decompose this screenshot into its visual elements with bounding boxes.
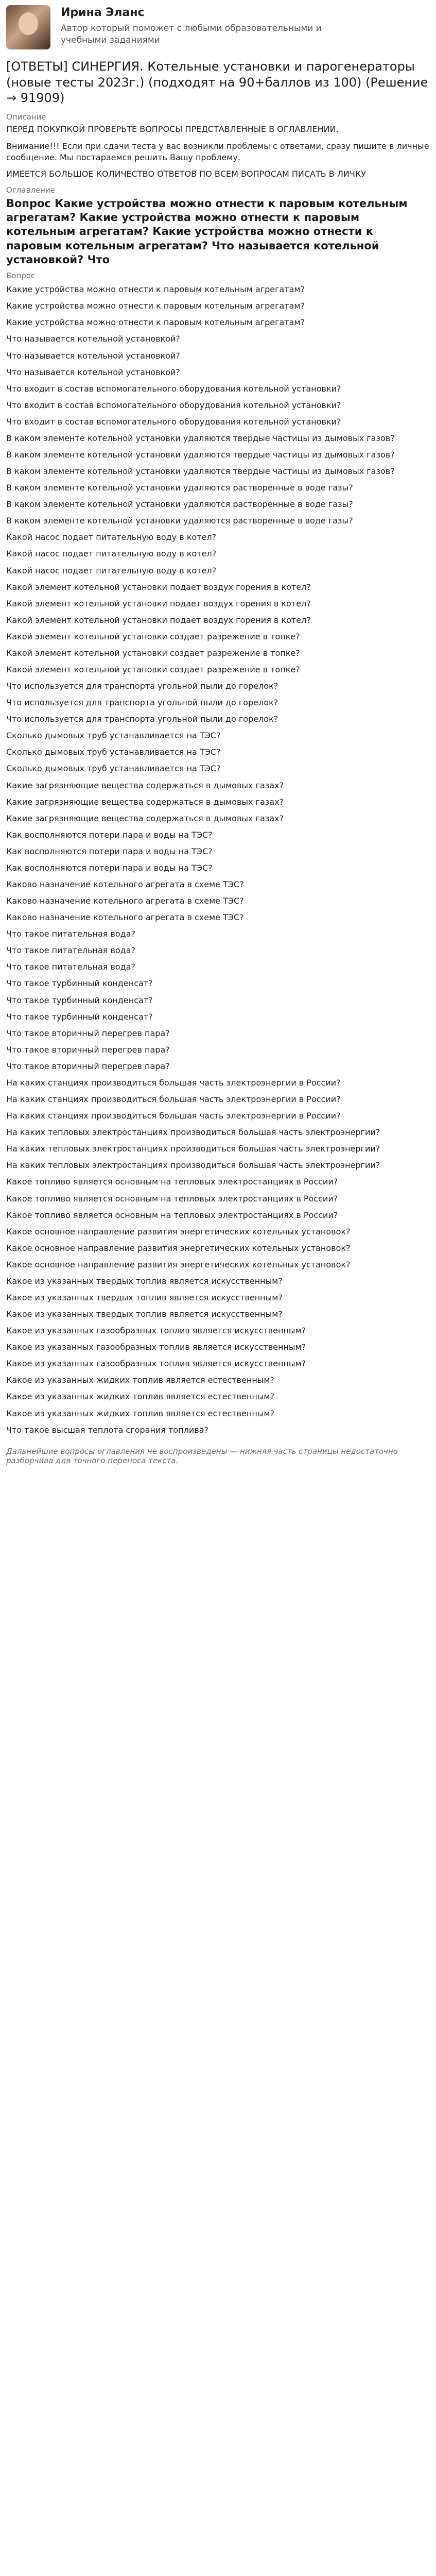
author-avatar[interactable]: [6, 5, 50, 49]
question-item: На каких тепловых электростанциях производиться большая часть электроэнергии?: [6, 1144, 380, 1154]
question-item: На каких тепловых электростанциях производиться большая часть электроэнергии?: [6, 1127, 380, 1138]
question-item: Какое из указанных газообразных топлив является искусственным?: [6, 1326, 306, 1336]
question-item: Что используется для транспорта угольной пыли до горелок?: [6, 681, 278, 691]
question-item: Как восполняются потери пара и воды на ТЭС?: [6, 846, 213, 856]
toc-label: Оглавление: [6, 185, 55, 195]
question-item: Каково назначение котельного агрегата в схеме ТЭС?: [6, 912, 244, 923]
question-item: Какой элемент котельной установки создает разрежение в топке?: [6, 648, 300, 658]
question-item: Какое топливо является основным на тепловых электростанциях в России?: [6, 1210, 338, 1220]
question-item: Что такое вторичный перегрев пара?: [6, 1061, 170, 1071]
question-item: Какое из указанных твердых топлив является искусственным?: [6, 1292, 283, 1302]
question-label: Вопрос: [6, 271, 36, 281]
question-item: Какое топливо является основным на тепловых электростанциях в России?: [6, 1177, 338, 1187]
question-item: Сколько дымовых труб устанавливается на ТЭС?: [6, 764, 221, 774]
document-title: [ОТВЕТЫ] СИНЕРГИЯ. Котельные установки и парогенераторы (новые тесты 2023г.) (подходят на 90+баллов из 100) (Решение → 91909): [6, 59, 428, 106]
toc-main-question: Вопрос Какие устройства можно отнести к паровым котельным агрегатам? Какие устройства можно отнести к паровым котельным агрегатам? Какие устройства можно отнести к паровым котельным агрегатам? Что называется котельной установкой? Что: [6, 197, 408, 266]
question-item: Сколько дымовых труб устанавливается на ТЭС?: [6, 747, 221, 757]
question-item: Что используется для транспорта угольной пыли до горелок?: [6, 698, 278, 708]
question-item: Какие устройства можно отнести к паровым котельным агрегатам?: [6, 284, 305, 295]
question-item: Какое из указанных газообразных топлив является искусственным?: [6, 1342, 306, 1352]
question-item: Что используется для транспорта угольной пыли до горелок?: [6, 714, 278, 724]
question-item: Какое из указанных твердых топлив является искусственным?: [6, 1276, 283, 1286]
truncation-note: Дальнейшие вопросы оглавления не воспроизведены — нижняя часть страницы недостаточно разборчива для точного переноса текста.: [6, 1446, 398, 1465]
question-item: Какой элемент котельной установки подает воздух горения в котел?: [6, 615, 311, 625]
question-list: [6, 282, 430, 1439]
question-item: Какое топливо является основным на тепловых электростанциях в России?: [6, 1193, 338, 1204]
author-info: [61, 5, 349, 46]
question-item: Какое основное направление развития энергетических котельных установок?: [6, 1226, 351, 1236]
question-item: Какой насос подает питательную воду в котел?: [6, 549, 217, 559]
description-label: Описание: [6, 112, 46, 122]
question-item: Какие загрязняющие вещества содержаться в дымовых газах?: [6, 813, 284, 823]
question-item: Что такое питательная вода?: [6, 945, 136, 956]
question-item: Какое из указанных жидких топлив является естественным?: [6, 1375, 274, 1385]
question-item: Какой элемент котельной установки подает воздух горения в котел?: [6, 598, 311, 608]
question-item: Что называется котельной установкой?: [6, 350, 180, 361]
description-line: ПЕРЕД ПОКУПКОЙ ПРОВЕРЬТЕ ВОПРОСЫ ПРЕДСТАВЛЕННЫЕ В ОГЛАВЛЕНИИ.: [6, 124, 339, 134]
question-item: Какие загрязняющие вещества содержаться в дымовых газах?: [6, 780, 284, 790]
question-item: Что такое турбинный конденсат?: [6, 995, 153, 1005]
question-item: Что такое вторичный перегрев пара?: [6, 1028, 170, 1038]
question-item: Какое из указанных жидких топлив является естественным?: [6, 1408, 274, 1418]
question-item: Какое основное направление развития энергетических котельных установок?: [6, 1243, 351, 1253]
question-item: Какое основное направление развития энергетических котельных установок?: [6, 1259, 351, 1269]
question-item: Какие устройства можно отнести к паровым котельным агрегатам?: [6, 317, 305, 328]
question-item: Что такое вторичный перегрев пара?: [6, 1044, 170, 1055]
question-item: Какое из указанных твердых топлив является искусственным?: [6, 1309, 283, 1319]
question-item: Какое из указанных газообразных топлив является искусственным?: [6, 1359, 306, 1369]
author-description: Автор который поможет с любыми образовательными и учебными заданиями: [61, 23, 322, 46]
author-bar: [6, 5, 430, 49]
description-line: ИМЕЕТСЯ БОЛЬШОЕ КОЛИЧЕСТВО ОТВЕТОВ ПО ВСЕМ ВОПРОСАМ ПИСАТЬ В ЛИЧКУ: [6, 169, 366, 179]
question-item: На каких станциях производиться большая часть электроэнергии в России?: [6, 1111, 341, 1121]
question-item: Что такое высшая теплота сгорания топлива?: [6, 1425, 208, 1435]
question-item: Какие устройства можно отнести к паровым котельным агрегатам?: [6, 301, 305, 311]
question-item: В каком элементе котельной установки удаляются растворенные в воде газы?: [6, 516, 353, 526]
question-item: Сколько дымовых труб устанавливается на ТЭС?: [6, 731, 221, 741]
question-item: Что называется котельной установкой?: [6, 367, 180, 377]
question-item: Что такое питательная вода?: [6, 962, 136, 972]
question-item: Что такое турбинный конденсат?: [6, 1011, 153, 1022]
question-item: Каково назначение котельного агрегата в схеме ТЭС?: [6, 896, 244, 906]
question-item: Что входит в состав вспомогательного оборудования котельной установки?: [6, 383, 341, 394]
question-item: Что входит в состав вспомогательного оборудования котельной установки?: [6, 416, 341, 427]
question-item: В каком элементе котельной установки удаляются растворенные в воде газы?: [6, 499, 353, 510]
question-item: Какой насос подает питательную воду в котел?: [6, 532, 217, 543]
question-item: Как восполняются потери пара и воды на ТЭС?: [6, 862, 213, 873]
question-item: На каких станциях производиться большая часть электроэнергии в России?: [6, 1077, 341, 1088]
question-item: Как восполняются потери пара и воды на ТЭС?: [6, 829, 213, 840]
question-item: Какой насос подает питательную воду в котел?: [6, 565, 217, 575]
question-item: Что такое питательная вода?: [6, 929, 136, 939]
question-item: В каком элементе котельной установки удаляются растворенные в воде газы?: [6, 483, 353, 493]
question-item: Какое из указанных жидких топлив является естественным?: [6, 1392, 274, 1402]
question-item: Что такое турбинный конденсат?: [6, 978, 153, 989]
question-item: Каково назначение котельного агрегата в схеме ТЭС?: [6, 879, 244, 890]
question-item: Какой элемент котельной установки создает разрежение в топке?: [6, 631, 300, 641]
question-item: В каком элементе котельной установки удаляются твердые частицы из дымовых газов?: [6, 466, 395, 477]
question-item: В каком элементе котельной установки удаляются твердые частицы из дымовых газов?: [6, 449, 395, 460]
description-line: Внимание!!! Если при сдачи теста у вас возникли проблемы с ответами, сразу пишите в личные сообщение. Мы постараемся решить Вашу проблему.: [6, 141, 429, 162]
question-item: Что называется котельной установкой?: [6, 334, 180, 344]
question-item: Какие загрязняющие вещества содержаться в дымовых газах?: [6, 796, 284, 807]
question-item: Какой элемент котельной установки создает разрежение в топке?: [6, 665, 300, 674]
question-item: На каких станциях производиться большая часть электроэнергии в России?: [6, 1094, 341, 1105]
question-item: На каких тепловых электростанциях производиться большая часть электроэнергии?: [6, 1160, 380, 1171]
question-item: Что входит в состав вспомогательного оборудования котельной установки?: [6, 400, 341, 410]
question-item: В каком элементе котельной установки удаляются твердые частицы из дымовых газов?: [6, 433, 395, 443]
author-name[interactable]: Ирина Эланс: [61, 6, 145, 19]
question-item: Какой элемент котельной установки подает воздух горения в котел?: [6, 582, 311, 592]
